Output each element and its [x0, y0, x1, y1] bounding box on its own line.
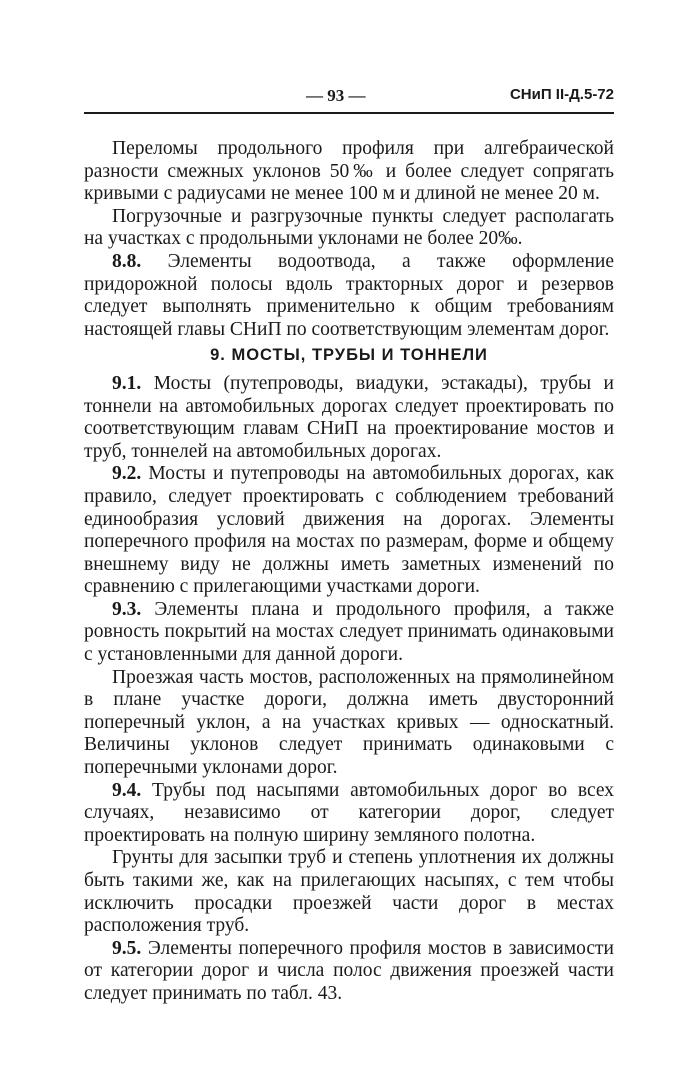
paragraph-8-8 [84, 251, 614, 341]
clause-number: 9.3. [112, 598, 142, 620]
paragraph-9-4 [84, 780, 614, 848]
paragraph-9-5 [84, 938, 614, 1006]
clause-text: Мосты (путепроводы, виадуки, эстакады), трубы и тоннели на автомобильных дорогах следует проектировать по соответствующим главам СНиП на проектирование мостов и труб, тоннелей на автомобильных дорогах. [84, 372, 614, 462]
body-text [84, 138, 614, 1006]
paragraph-9-1 [84, 373, 614, 463]
page-number: — 93 — [306, 86, 366, 105]
paragraph: Грунты для засыпки труб и степень уплотнения их должны быть такими же, как на прилегающих насыпях, с тем чтобы исключить просадки проезжей части дорог в местах расположения труб. [84, 847, 614, 937]
clause-text: Трубы под насыпями автомобильных дорог во всех случаях, независимо от категории дорог, следует проектировать на полную ширину земляного полотна. [84, 779, 614, 846]
header-rule [84, 112, 614, 114]
document-page [84, 86, 614, 1006]
clause-text: Элементы водоотвода, а также оформление придорожной полосы вдоль тракторных дорог и резервов следует выполнять применительно к общим требованиям настоящей главы СНиП по соответствующим элементам дорог. [84, 250, 614, 340]
clause-number: 9.2. [112, 463, 142, 485]
clause-number: 9.4. [112, 779, 142, 801]
clause-number: 8.8. [112, 250, 142, 272]
clause-number: 9.5. [112, 937, 142, 959]
document-code: СНиП II-Д.5-72 [509, 86, 614, 103]
section-title: 9. МОСТЫ, ТРУБЫ И ТОННЕЛИ [210, 346, 488, 365]
paragraph: Переломы продольного профиля при алгебраической разности смежных уклонов 50‰ и более следует сопрягать кривыми с радиусами не менее 100 м и длиной не менее 20 м. [84, 138, 614, 205]
clause-text: Элементы поперечного профиля мостов в зависимости от категории дорог и числа полос движения проезжей части следует принимать по табл. 43. [84, 937, 614, 1004]
paragraph: Проезжая часть мостов, расположенных на прямолинейном в плане участке дороги, должна иметь двусторонний поперечный уклон, а на участках кривых — односкатный. Величины уклонов следует принимать одинаковыми с поперечными уклонами дорог. [84, 666, 614, 779]
clause-number: 9.1. [112, 372, 142, 394]
page-header [84, 86, 614, 112]
clause-text: Элементы плана и продольного профиля, а также ровность покрытий на мостах следует принимать одинаковыми с установленными для данной дороги. [84, 598, 614, 666]
paragraph: Погрузочные и разгрузочные пункты следует располагать на участках с продольными уклонами не более 20‰. [84, 205, 614, 250]
paragraph-9-3 [84, 599, 614, 667]
paragraph-9-2 [84, 463, 614, 599]
clause-text: Мосты и путепроводы на автомобильных дорогах, как правило, следует проектировать с соблюдением требований единообразия условий движения на дорогах. Элементы поперечного профиля на мостах по размерам, форме и общему внешнему виду не должны иметь заметных изменений по сравнению с прилегающими участками дороги. [84, 463, 614, 598]
